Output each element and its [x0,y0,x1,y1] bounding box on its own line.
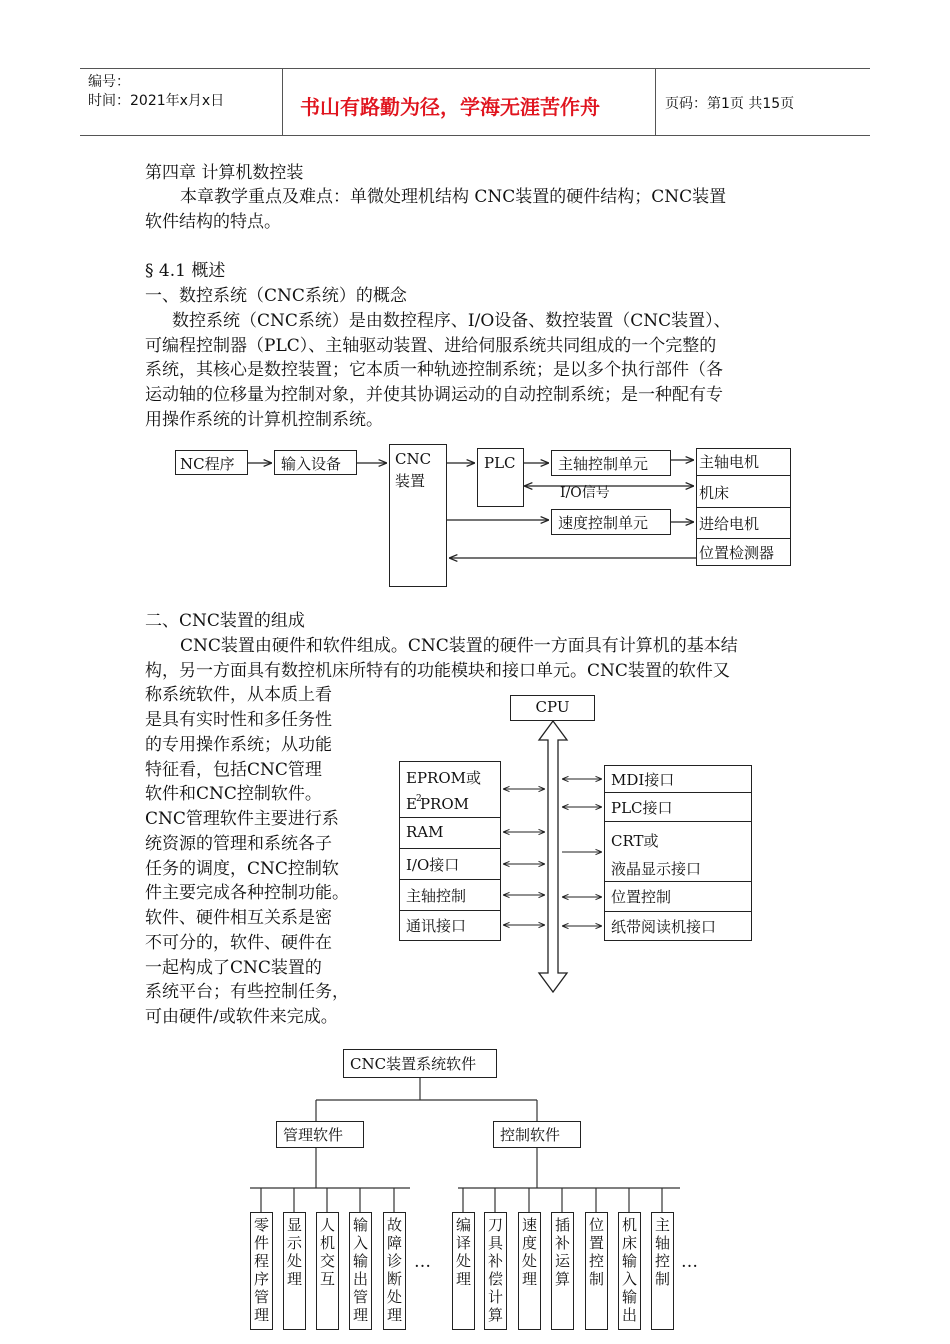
eprom-label: EPROM或 [406,769,481,787]
paragraph-2-side-line: 不可分的，软件、硬件在 [145,933,332,953]
leaf-human-machine: 人机交互 [316,1212,339,1330]
leaf-interpolation: 插补运算 [551,1212,574,1330]
focus-line-1: 本章教学重点及难点：单微处理机结构 CNC装置的硬件结构；CNC装置 [180,187,727,207]
plc-interface-box: PLC接口 [604,792,752,822]
crt-label: CRT或 [611,832,659,850]
plc-box: PLC [477,448,524,507]
nc-program-box: NC程序 [175,450,248,475]
header-time: 时间：2021年x月x日 [88,93,225,109]
io-interface-box: I/O接口 [399,848,501,880]
leaf-tool-compensation: 刀具补偿计算 [484,1212,507,1330]
leaf-compile-processing: 编译处理 [452,1212,475,1330]
software-root-box: CNC装置系统软件 [343,1049,497,1078]
paragraph-2-side-line: 一起构成了CNC装置的 [145,958,322,978]
paragraph-2-side-line: CNC管理软件主要进行系 [145,809,339,829]
subsection-1-title: 一、数控系统（CNC系统）的概念 [145,286,407,306]
paragraph-2-line: 构，另一方面具有数控机床所特有的功能模块和接口单元。CNC装置的软件又 [145,661,730,681]
paragraph-1-line: 可编程控制器（PLC）、主轴驱动装置、进给伺服系统共同组成的一个完整的 [145,336,717,356]
comm-interface-box: 通讯接口 [399,910,501,941]
paragraph-2-side-line: 特征看，包括CNC管理 [145,760,322,780]
paragraph-2-side-line: 软件和CNC控制软件。 [145,784,322,804]
leaf-part-program-mgmt: 零件程序管理 [250,1212,273,1330]
paragraph-2-line: CNC装置由硬件和软件组成。CNC装置的硬件一方面具有计算机的基本结 [180,636,738,656]
paragraph-2-side-line: 是具有实时性和多任务性 [145,710,332,730]
feed-motor-box: 进给电机 [696,507,791,539]
control-ellipsis: … [681,1252,698,1272]
cnc-device-label: 装置 [395,472,426,490]
focus-line-2: 软件结构的特点。 [145,212,281,232]
cpu-box: CPU [510,695,595,721]
machine-box: 机床 [696,475,791,508]
io-signal-label: I/O信号 [560,485,610,501]
section-title: § 4.1 概述 [145,261,226,281]
header-number: 编号： [88,74,130,90]
paragraph-1-line: 运动轴的位移量为控制对象，并使其协调运动的自动控制系统；是一种配有专 [145,385,723,405]
paragraph-2-side-line: 软件、硬件相互关系是密 [145,908,332,928]
paragraph-1-line: 系统，其核心是数控装置；它本质一种轨迹控制系统；是以多个执行部件（各 [145,360,723,380]
position-control-box: 位置控制 [604,881,752,912]
control-software-box: 控制软件 [493,1121,581,1148]
lcd-interface-label: 液晶显示接口 [611,860,702,878]
subsection-2-title: 二、CNC装置的组成 [145,611,305,631]
header-page-info: 页码：第1页 共15页 [665,96,795,112]
ram-box: RAM [399,817,501,849]
cnc-label: CNC [395,450,432,468]
chapter-title: 第四章 计算机数控装 [145,163,304,183]
spindle-control-unit-box: 主轴控制单元 [551,450,671,476]
speed-control-unit-box: 速度控制单元 [551,509,671,535]
paragraph-2-side-line: 任务的调度，CNC控制软 [145,859,339,879]
paragraph-2-side-line: 系统平台；有些控制任务， [145,982,349,1002]
leaf-spindle-control: 主轴控制 [651,1212,674,1330]
paragraph-2-side-line: 统资源的管理和系统各子 [145,834,332,854]
tape-reader-interface-box: 纸带阅读机接口 [604,911,752,941]
mdi-interface-box: MDI接口 [604,765,752,793]
paragraph-2-side-line: 可由硬件/或软件来完成。 [145,1007,338,1027]
spindle-control-box: 主轴控制 [399,879,501,911]
leaf-speed-processing: 速度处理 [518,1212,541,1330]
leaf-io-mgmt: 输入输出管理 [349,1212,372,1330]
paragraph-2-side-line: 件主要完成各种控制功能。 [145,883,349,903]
position-detector-box: 位置检测器 [696,538,791,566]
leaf-display-processing: 显示处理 [283,1212,306,1330]
management-ellipsis: … [414,1252,431,1272]
leaf-position-control: 位置控制 [585,1212,608,1330]
header-motto: 书山有路勤为径，学海无涯苦作舟 [300,95,600,119]
paragraph-1-line: 用操作系统的计算机控制系统。 [145,410,383,430]
paragraph-1-line: 数控系统（CNC系统）是由数控程序、I/O设备、数控装置（CNC装置）、 [172,311,731,331]
leaf-machine-io: 机床输入输出 [618,1212,641,1330]
spindle-motor-box: 主轴电机 [696,448,791,476]
management-software-box: 管理软件 [276,1121,364,1148]
paragraph-2-side-line: 称系统软件，从本质上看 [145,685,332,705]
paragraph-2-side-line: 的专用操作系统；从功能 [145,735,332,755]
input-device-box: 输入设备 [274,450,357,475]
leaf-fault-diagnosis: 故障诊断处理 [383,1212,406,1330]
e2prom-label: E 2 PROM [406,794,469,813]
